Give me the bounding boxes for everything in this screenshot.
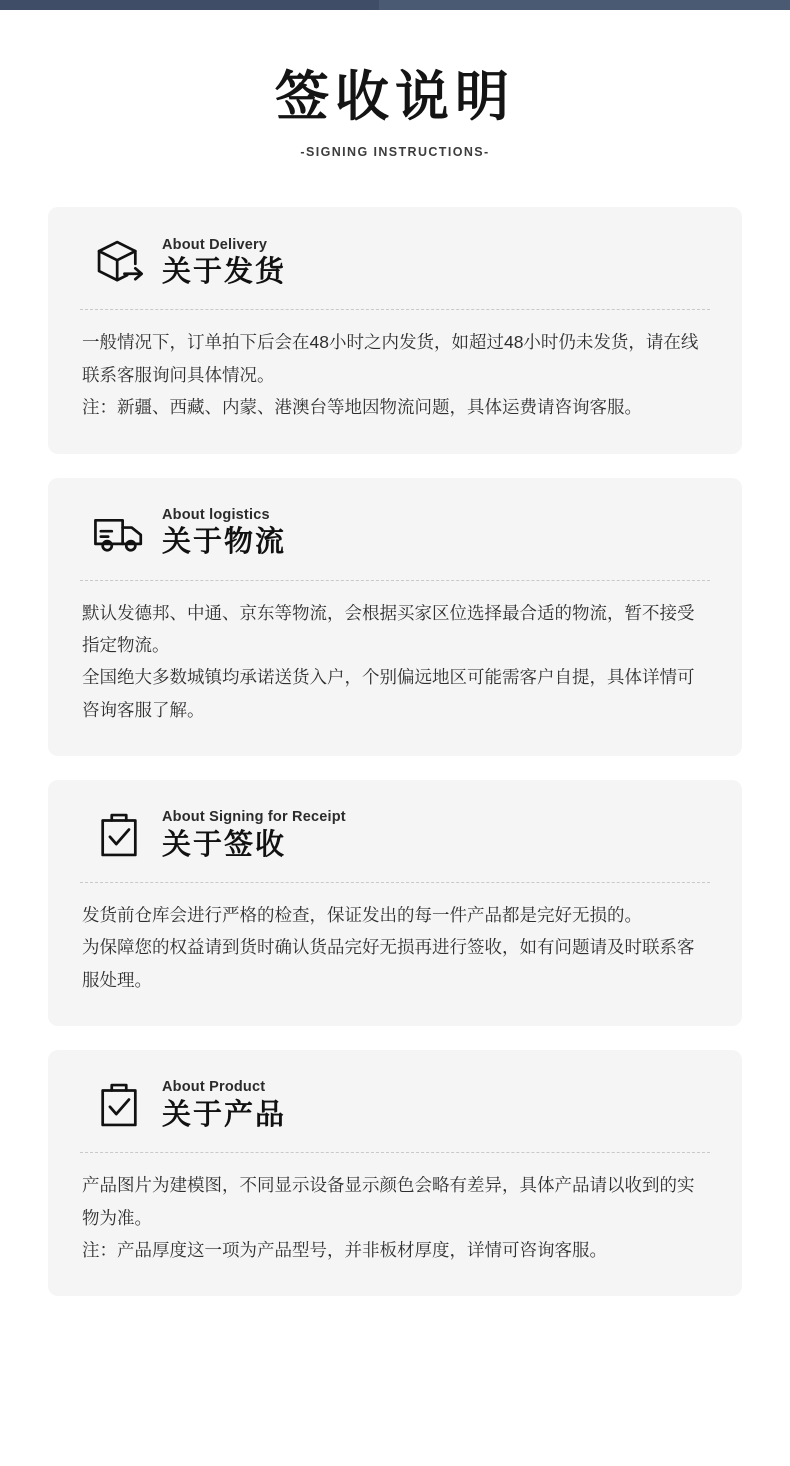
card-title-cn: 关于物流 <box>162 526 287 559</box>
card-text-line: 为保障您的权益请到货时确认货品完好无损再进行签收，如有问题请及时联系客服处理。 <box>82 937 695 990</box>
page-container <box>0 10 790 1296</box>
card-body <box>78 899 712 996</box>
page-header <box>48 10 742 159</box>
card-title-en: About Delivery <box>162 236 268 253</box>
card-title-cn: 关于签收 <box>162 828 287 861</box>
card-divider <box>80 1152 710 1153</box>
card-body <box>78 1169 712 1266</box>
card-header <box>78 1076 712 1134</box>
card-title-en: About logistics <box>162 506 270 523</box>
card-title-group <box>162 237 286 292</box>
box-arrow-icon <box>90 233 148 291</box>
card-divider <box>80 580 710 581</box>
instruction-card-product <box>48 1050 742 1296</box>
instruction-card-signing <box>48 780 742 1026</box>
card-divider <box>80 309 710 310</box>
card-title-group <box>162 809 346 864</box>
instruction-card-delivery <box>48 207 742 453</box>
clipboard-check-icon <box>90 806 148 864</box>
card-text-line: 注：新疆、西藏、内蒙、港澳台等地因物流问题，具体运费请咨询客服。 <box>82 397 642 418</box>
truck-icon <box>90 504 148 562</box>
instruction-card-list <box>48 207 742 1296</box>
instruction-card-logistics <box>48 478 742 757</box>
top-banner-strip-left <box>0 0 379 10</box>
clipboard-check-icon <box>90 1076 148 1134</box>
card-title-group <box>162 507 286 562</box>
card-body <box>78 597 712 727</box>
card-header <box>78 233 712 291</box>
card-text-line: 发货前仓库会进行严格的检查，保证发出的每一件产品都是完好无损的。 <box>82 905 642 926</box>
top-banner-strip <box>0 0 790 10</box>
page-subtitle: -SIGNING INSTRUCTIONS- <box>300 145 490 160</box>
card-header <box>78 806 712 864</box>
card-text-line: 注：产品厚度这一项为产品型号，并非板材厚度，详情可咨询客服。 <box>82 1239 607 1260</box>
card-header <box>78 504 712 562</box>
card-title-en: About Signing for Receipt <box>162 809 346 826</box>
card-text-line: 产品图片为建模图，不同显示设备显示颜色会略有差异，具体产品请以收到的实物为准。 <box>82 1175 695 1228</box>
card-title-cn: 关于发货 <box>162 256 287 289</box>
page-title: 签收说明 <box>275 67 515 127</box>
card-text-line: 全国绝大多数城镇均承诺送货入户，个别偏远地区可能需客户自提，具体详情可咨询客服了解。 <box>82 667 695 720</box>
card-title-cn: 关于产品 <box>162 1098 287 1131</box>
card-body <box>78 326 712 423</box>
card-text-line: 默认发德邦、中通、京东等物流，会根据买家区位选择最合适的物流，暂不接受指定物流。 <box>82 602 695 655</box>
card-divider <box>80 882 710 883</box>
card-title-en: About Product <box>162 1079 266 1096</box>
card-title-group <box>162 1079 286 1134</box>
card-text-line: 一般情况下，订单拍下后会在48小时之内发货，如超过48小时仍未发货，请在线联系客服询问具体情况。 <box>82 332 699 385</box>
